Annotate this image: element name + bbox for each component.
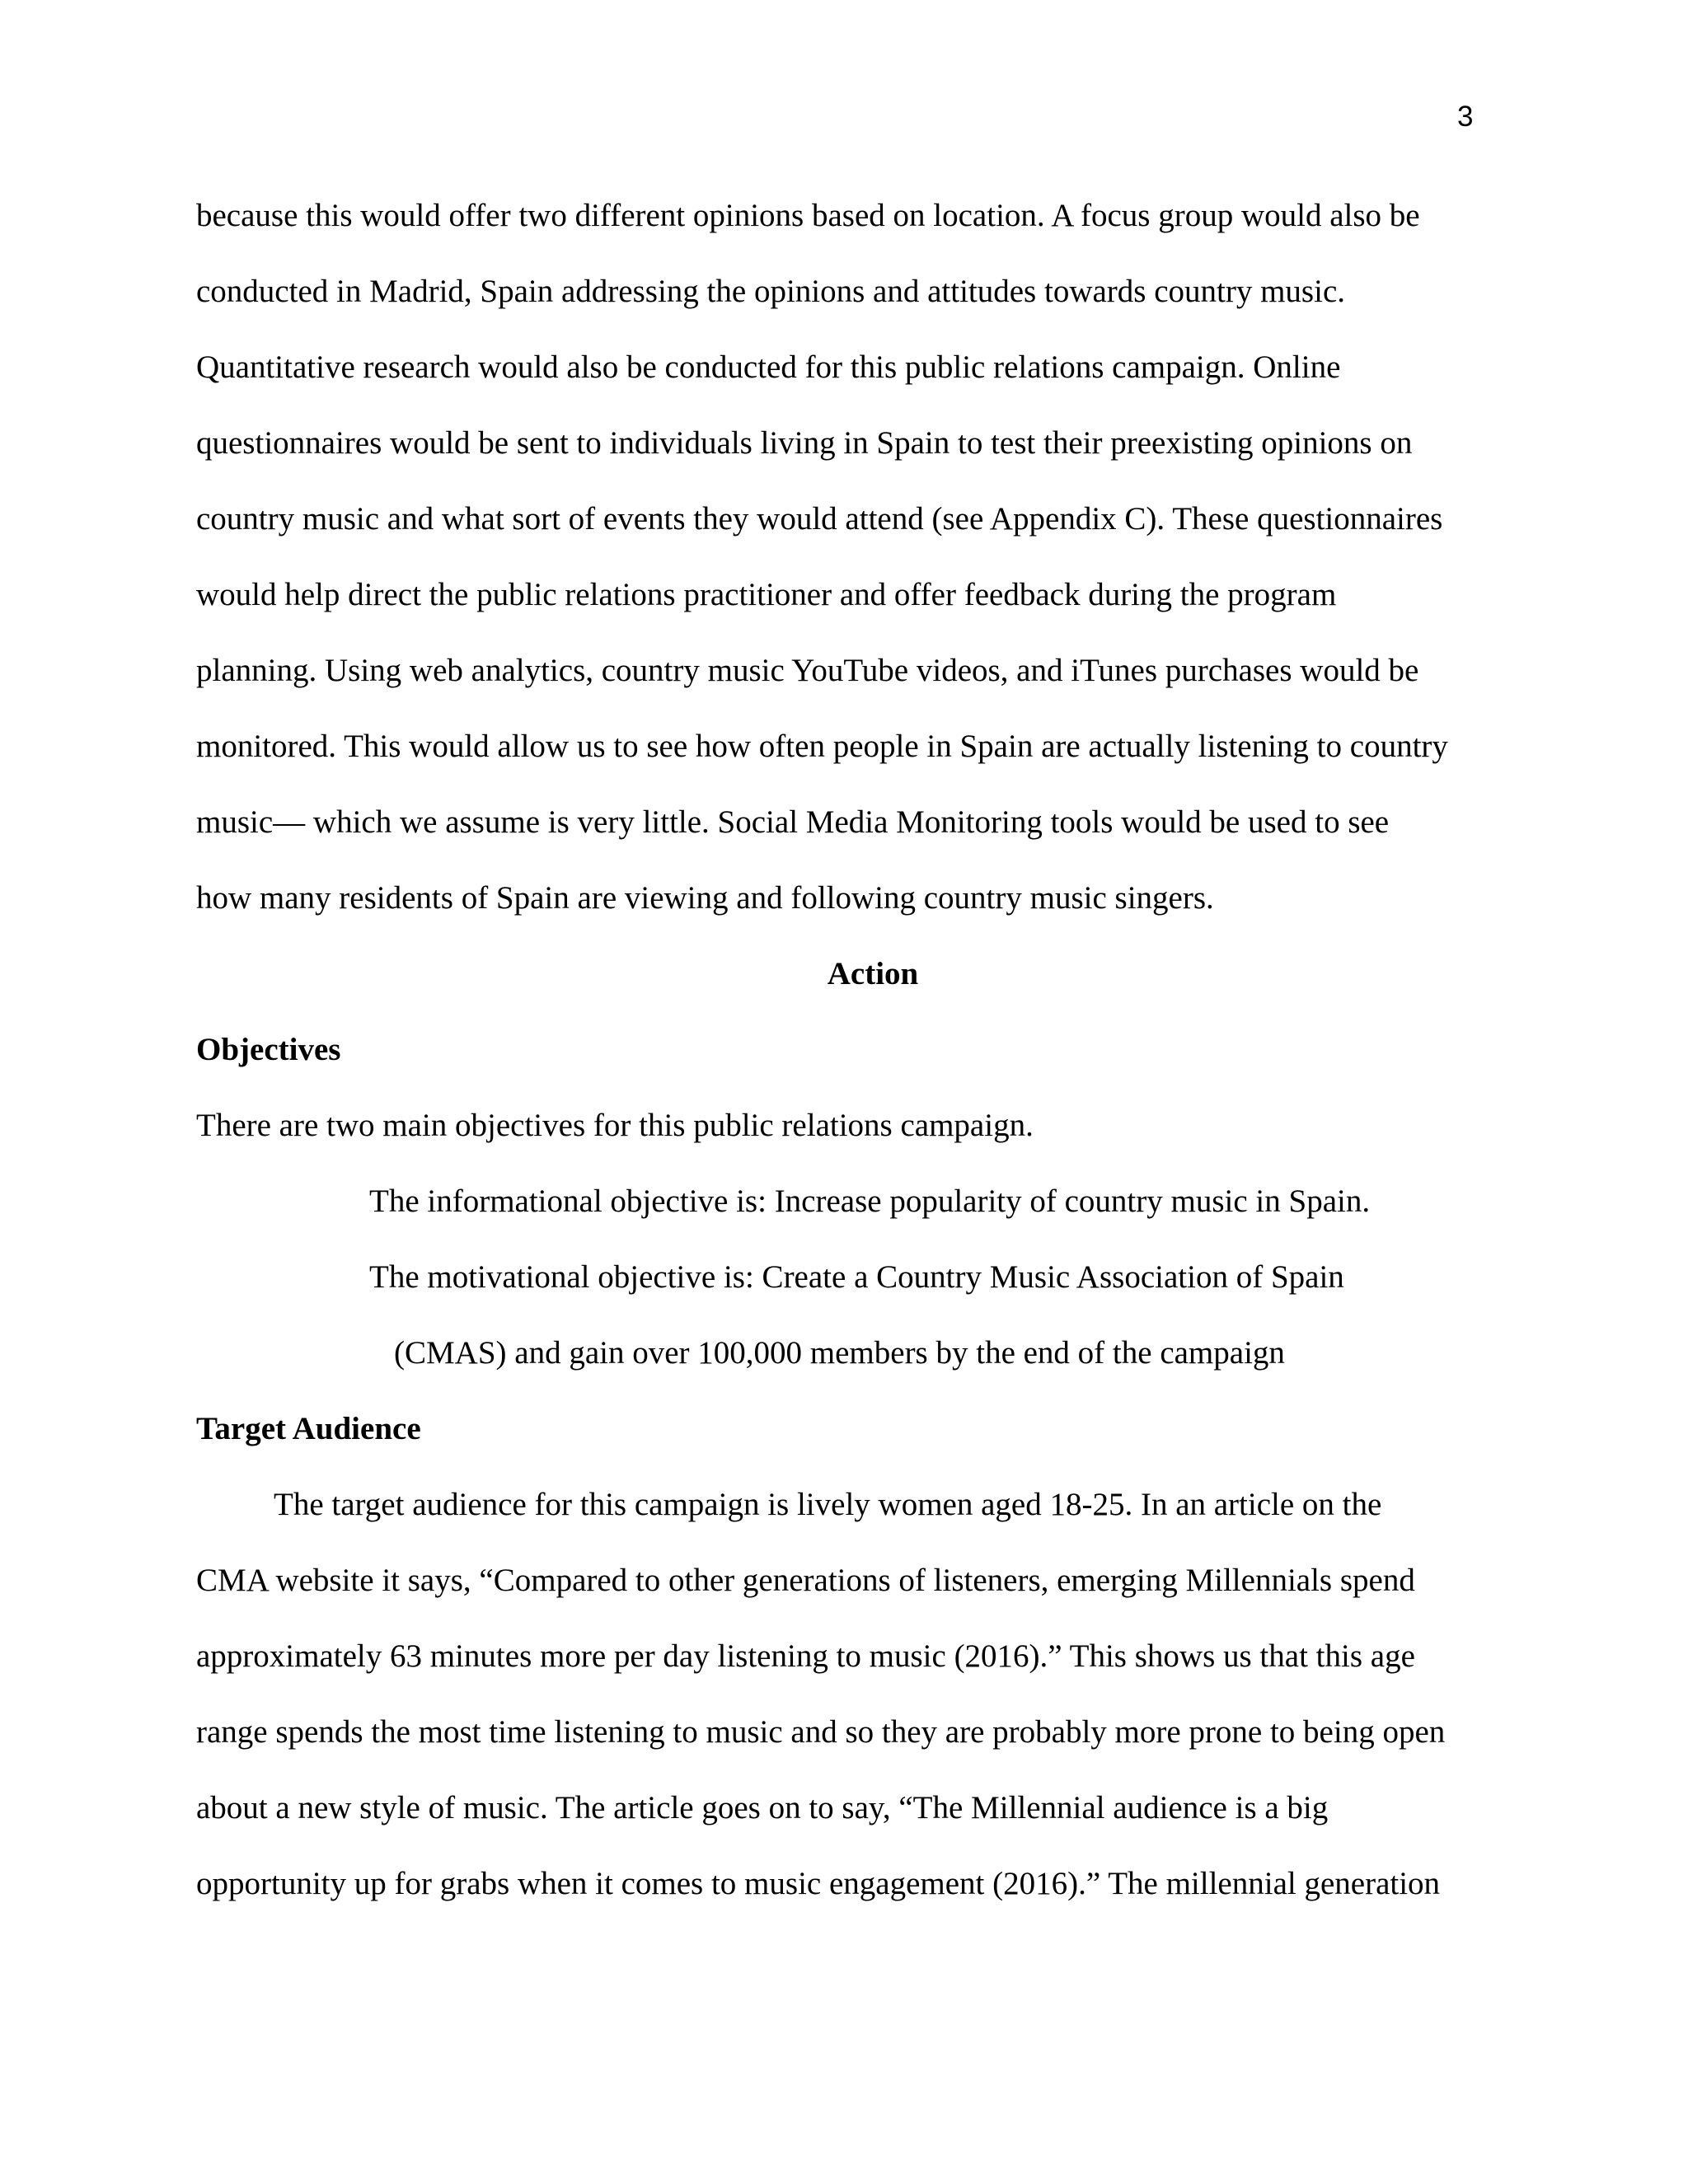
paragraph-line: The target audience for this campaign is lively women aged 18-25. In an article on the: [274, 1487, 1382, 1522]
objective-item: The informational objective is: Increase popularity of country music in Spain.: [369, 1183, 1371, 1219]
paragraph-line: questionnaires would be sent to individuals living in Spain to test their preexisting opinions on: [196, 425, 1413, 461]
objective-item-continuation: (CMAS) and gain over 100,000 members by the end of the campaign: [394, 1335, 1285, 1371]
paragraph-line: opportunity up for grabs when it comes to music engagement (2016).” The millennial generation: [196, 1866, 1441, 1901]
paragraph-line: CMA website it says, “Compared to other generations of listeners, emerging Millennials spend: [196, 1563, 1415, 1598]
paragraph-line: planning. Using web analytics, country music YouTube videos, and iTunes purchases would be: [196, 653, 1419, 688]
paragraph-line: how many residents of Spain are viewing and following country music singers.: [196, 880, 1214, 916]
paragraph-line: because this would offer two different opinions based on location. A focus group would also be: [196, 198, 1420, 233]
objective-item: The motivational objective is: Create a Country Music Association of Spain: [369, 1259, 1344, 1295]
section-heading-action: Action: [827, 956, 919, 991]
paragraph-line: country music and what sort of events they would attend (see Appendix C). These questionnaires: [196, 501, 1443, 537]
paragraph-line: would help direct the public relations practitioner and offer feedback during the program: [196, 577, 1337, 612]
paragraph-line: Quantitative research would also be conducted for this public relations campaign. Online: [196, 349, 1341, 385]
target-audience-heading: Target Audience: [196, 1411, 421, 1446]
paragraph-line: conducted in Madrid, Spain addressing the opinions and attitudes towards country music.: [196, 274, 1346, 309]
page-number: 3: [1457, 101, 1474, 133]
paragraph-line: range spends the most time listening to music and so they are probably more prone to being open: [196, 1714, 1446, 1750]
objectives-heading: Objectives: [196, 1032, 341, 1067]
paragraph-line: music— which we assume is very little. Social Media Monitoring tools would be used to see: [196, 804, 1390, 840]
paragraph-line: approximately 63 minutes more per day listening to music (2016).” This shows us that this age: [196, 1638, 1415, 1674]
objectives-intro: There are two main objectives for this public relations campaign.: [196, 1108, 1034, 1143]
paragraph-line: monitored. This would allow us to see how often people in Spain are actually listening to country: [196, 729, 1448, 764]
paragraph-line: about a new style of music. The article goes on to say, “The Millennial audience is a big: [196, 1790, 1329, 1825]
